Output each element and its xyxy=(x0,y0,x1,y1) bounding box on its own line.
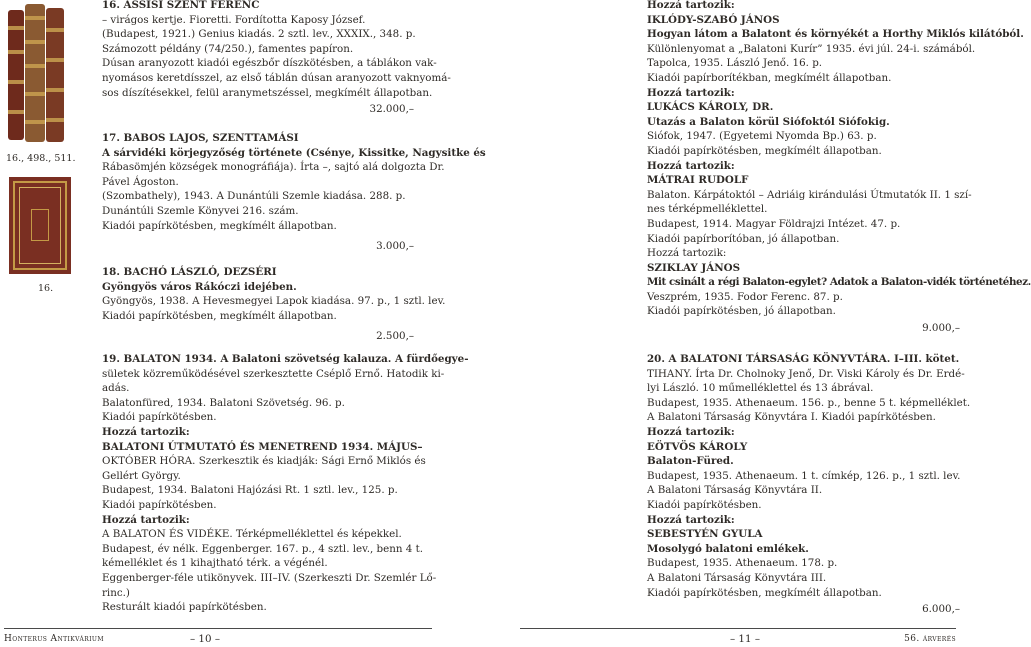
cont-line: Siófok, 1947. (Egyetemi Nyomda Bp.) 63. p. xyxy=(647,130,877,143)
entry-16-binding: nyomásos keretdísszel, az első táblán dúsan aranyozott vaknyomá- xyxy=(102,71,451,84)
cont-line: Hozzá tartozik: xyxy=(647,86,735,99)
entry-19-line: kémelléklet és 1 kihajtható térk. a végénél. xyxy=(102,557,328,570)
entry-17-subtitle: Rábasömjén községek monográfiája). Írta –, sajtó alá dolgozta Dr. xyxy=(102,161,445,174)
entry-19-heading: 19. BALATON 1934. A Balatoni szövetség kalauza. A fürdőegye- xyxy=(102,353,469,365)
cont-line: Budapest, 1914. Magyar Földrajzi Intézet. 47. p. xyxy=(647,217,901,230)
entry-20-line: EÖTVÖS KÁROLY xyxy=(647,440,748,453)
entry-20-line: A Balatoni Társaság Könyvtára I. Kiadói papírkötésben. xyxy=(647,411,936,424)
cont-line: MÁTRAI RUDOLF xyxy=(647,174,749,187)
entry-20-line: SEBESTYÉN GYULA xyxy=(647,528,763,541)
entry-20-line: Budapest, 1935. Athenaeum. 156. p., benne 5 t. képmelléklet. xyxy=(647,396,971,409)
entry-16-title: – virágos kertje. Fioretti. Fordította Kaposy József. xyxy=(102,13,366,26)
footer-rule-right xyxy=(520,628,956,629)
entry-19-line: adás. xyxy=(102,382,130,395)
cont-line: Kiadói papírkötésben, megkímélt állapotban. xyxy=(647,144,882,157)
entry-20-price: 6.000,– xyxy=(922,603,960,616)
entry-19-also: Hozzá tartozik: xyxy=(102,513,190,526)
entry-20-line: Mosolygó balatoni emlékek. xyxy=(647,542,809,555)
entry-17-imprint: (Szombathely), 1943. A Dunántúli Szemle kiadása. 288. p. xyxy=(102,190,406,203)
entry-19-line: Balatonfüred, 1934. Balatoni Szövetség. 96. p. xyxy=(102,396,345,409)
entry-18-binding: Kiadói papírkötésben, megkímélt állapotban. xyxy=(102,309,337,322)
entry-20-line: Kiadói papírkötésben. xyxy=(647,498,762,511)
cont-line: Balaton. Kárpátoktól – Adriáig kirándulási Útmutatók II. 1 szí- xyxy=(647,188,972,201)
entry-20-line: Kiadói papírkötésben, megkímélt állapotban. xyxy=(647,586,882,599)
entry-17-series: Dunántúli Szemle Könyvei 216. szám. xyxy=(102,204,299,217)
books-photo xyxy=(6,4,70,144)
entry-19-line: Budapest, 1934. Balatoni Hajózási Rt. 1 sztl. lev., 125. p. xyxy=(102,484,398,497)
entry-16-binding: sos díszítésekkel, felül aranymetszéssel, megkímélt állapotban. xyxy=(102,86,433,99)
entry-20-heading: 20. A BALATONI TÁRSASÁG KÖNYVTÁRA. I–III. kötet. xyxy=(647,353,960,365)
cont-line: Kiadói papírkötésben, jó állapotban. xyxy=(647,305,836,318)
entry-19-line: sületek közreműködésével szerkesztette Cséplő Ernő. Hatodik ki- xyxy=(102,367,445,380)
cont-line: Mit csinált a régi Balaton-egylet? Adatok a Balaton-vidék történetéhez. xyxy=(647,276,1031,289)
cont-line: Hogyan látom a Balatont és környékét a Horthy Miklós kilátóból. xyxy=(647,28,1024,41)
cont-line: IKLÓDY-SZABÓ JÁNOS xyxy=(647,13,780,26)
entry-19-line: Kiadói papírkötésben. xyxy=(102,498,217,511)
entry-18-title: Gyöngyös város Rákóczi idejében. xyxy=(102,280,297,293)
entry-20-line: Budapest, 1935. Athenaeum. 178. p. xyxy=(647,557,838,570)
entry-19-line: A BALATON ÉS VIDÉKE. Térképmelléklettel és képekkel. xyxy=(102,528,402,541)
footer-page-left: – 10 – xyxy=(190,633,220,645)
cont-price: 9.000,– xyxy=(922,322,960,335)
entry-20-line: A Balatoni Társaság Könyvtára II. xyxy=(647,484,823,497)
cont-line: Tapolca, 1935. László Jenő. 16. p. xyxy=(647,57,823,70)
entry-19 xyxy=(102,352,469,615)
book-16-caption: 16. xyxy=(38,283,54,294)
entry-18-price: 2.500,– xyxy=(376,330,414,343)
cont-line: nes térképmelléklettel. xyxy=(647,203,768,216)
cont-line: Utazás a Balaton körül Siófoktól Siófokig. xyxy=(647,115,890,128)
cont-line: LUKÁCS KÁROLY, DR. xyxy=(647,101,774,114)
entry-20-line: TIHANY. Írta Dr. Cholnoky Jenő, Dr. Viski Károly és Dr. Erdé- xyxy=(647,367,965,380)
entry-17 xyxy=(102,131,486,254)
entry-19-line: Kiadói papírkötésben. xyxy=(102,411,217,424)
cont-line: Veszprém, 1935. Fodor Ferenc. 87. p. xyxy=(647,290,843,303)
entry-19-continuation xyxy=(647,0,1031,336)
entry-19-line: OKTÓBER HÓRA. Szerkesztik és kiadják: Sági Ernő Miklós és xyxy=(102,455,426,468)
entry-20-line: Balaton-Füred. xyxy=(647,455,734,468)
entry-19-line: BALATONI ÚTMUTATÓ ÉS MENETREND 1934. MÁJUS– xyxy=(102,440,423,453)
entry-20-line: lyi László. 10 műmelléklettel és 13 ábrával. xyxy=(647,382,874,395)
entry-17-subtitle: Pável Ágoston. xyxy=(102,175,179,188)
cont-line: Hozzá tartozik: xyxy=(647,247,727,260)
book-16-cover-photo xyxy=(9,177,71,274)
entry-20-also: Hozzá tartozik: xyxy=(647,425,735,438)
entry-16-binding: Dúsan aranyozott kiadói egészbőr díszkötésben, a táblákon vak- xyxy=(102,57,437,70)
footer-auction: 56. árverés xyxy=(904,634,956,644)
entry-16-price: 32.000,– xyxy=(369,103,414,116)
entry-20 xyxy=(647,352,971,617)
entry-16-heading: 16. ASSISI SZENT FERENC xyxy=(102,0,260,11)
entry-16-imprint: (Budapest, 1921.) Genius kiadás. 2 sztl. lev., XXXIX., 348. p. xyxy=(102,28,416,41)
footer-rule-left xyxy=(4,628,432,629)
entry-16-note: Számozott példány (74/250.), famentes papíron. xyxy=(102,42,354,55)
entry-17-title: A sárvidéki körjegyzőség története (Csénye, Kissitke, Nagysitke és xyxy=(102,146,486,159)
entry-17-heading: 17. BABOS LAJOS, SZENTTAMÁSI xyxy=(102,132,299,144)
entry-18-heading: 18. BACHÓ LÁSZLÓ, DEZSÉRI xyxy=(102,266,277,278)
entry-19-line: Eggenberger-féle utikönyvek. III–IV. (Szerkeszti Dr. Szemlér Lő- xyxy=(102,571,437,584)
books-photo-caption: 16., 498., 511. xyxy=(6,153,76,164)
entry-20-line: Budapest, 1935. Athenaeum. 1 t. címkép, 126. p., 1 sztl. lev. xyxy=(647,469,961,482)
cont-line: Hozzá tartozik: xyxy=(647,159,735,172)
entry-20-line: A Balatoni Társaság Könyvtára III. xyxy=(647,571,827,584)
entry-19-line: Resturált kiadói papírkötésben. xyxy=(102,601,267,614)
cont-line: Hozzá tartozik: xyxy=(647,0,735,11)
cont-line: Kiadói papírborítóban, jó állapotban. xyxy=(647,232,840,245)
entry-18 xyxy=(102,265,446,344)
entry-16 xyxy=(102,0,451,117)
footer-page-right: – 11 – xyxy=(730,633,760,645)
entry-19-also: Hozzá tartozik: xyxy=(102,425,190,438)
footer-publisher: Honterus Antikvárium xyxy=(4,634,104,644)
entry-17-price: 3.000,– xyxy=(376,240,414,253)
entry-19-line: Gellért György. xyxy=(102,469,181,482)
cont-line: Különlenyomat a „Balatoni Kurír” 1935. évi júl. 24-i. számából. xyxy=(647,42,976,55)
entry-17-binding: Kiadói papírkötésben, megkímélt állapotban. xyxy=(102,219,337,232)
entry-19-line: Budapest, év nélk. Eggenberger. 167. p., 4 sztl. lev., benn 4 t. xyxy=(102,542,424,555)
entry-19-line: rinc.) xyxy=(102,586,130,599)
entry-18-imprint: Gyöngyös, 1938. A Hevesmegyei Lapok kiadása. 97. p., 1 sztl. lev. xyxy=(102,295,446,308)
cont-line: SZIKLAY JÁNOS xyxy=(647,261,741,274)
entry-20-also: Hozzá tartozik: xyxy=(647,513,735,526)
cont-line: Kiadói papírborítékban, megkímélt állapotban. xyxy=(647,71,892,84)
